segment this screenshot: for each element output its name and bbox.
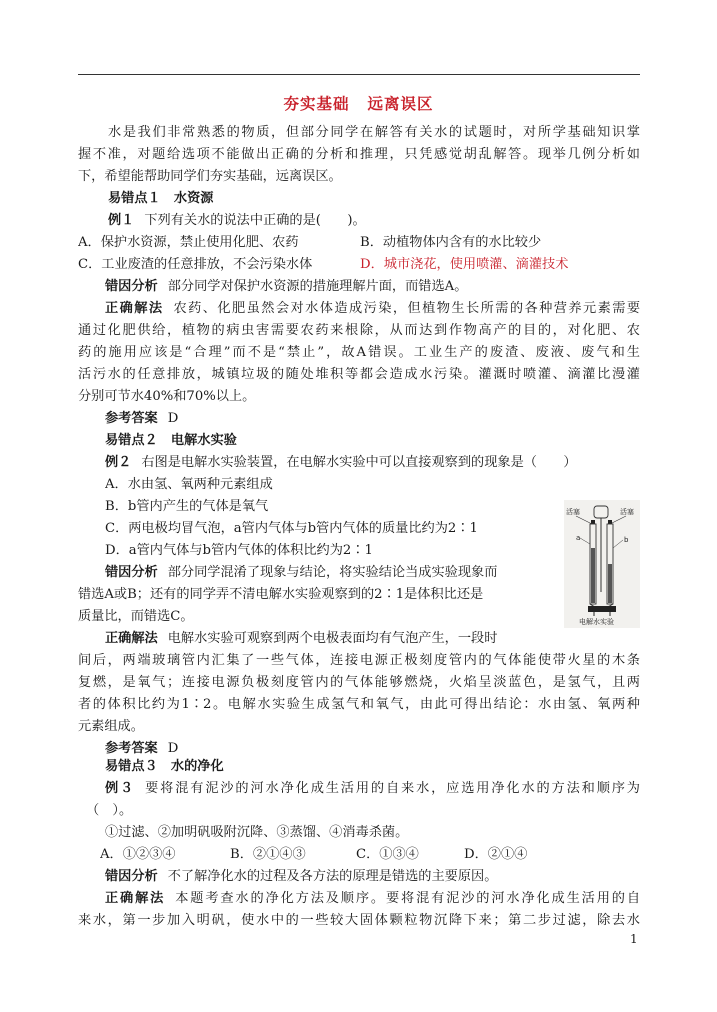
option-a: A．水由氢、氧两种元素组成 — [105, 477, 273, 492]
error-line: 质量比，而错选C。 — [78, 609, 194, 624]
question-paren: （ ）。 — [86, 803, 133, 818]
option-d: D．②①④ — [464, 847, 528, 862]
question-text: 右图是电解水实验装置，在电解水实验中可以直接观察到的现象是（ ） — [141, 455, 577, 470]
option-d: D．a管内气体与b管内气体的体积比约为2∶1 — [105, 543, 373, 558]
solution-line: 间后，两端玻璃管内汇集了一些气体，连接电源正极刻度管内的气体能使带火星的木条 — [78, 653, 640, 668]
tube-label-b: b — [624, 536, 629, 544]
solution-text: 农药、化肥虽然会对水体造成污染，但植物生长所需的各种营养元素需要 — [173, 301, 640, 316]
solution-text: 本题考查水的净化方法及顺序。要将混有泥沙的河水净化成生活用的自 — [175, 891, 640, 906]
error-text: 部分同学对保护水资源的措施理解片面，而错选A。 — [167, 279, 468, 294]
page-number: 1 — [630, 932, 638, 946]
electrolysis-apparatus-icon — [564, 500, 640, 628]
title-part-1: 夯实基础 — [283, 95, 350, 113]
solution-line: 元素组成。 — [78, 719, 144, 734]
error-line: 错选A或B；还有的同学弄不清电解水实验观察到的2∶1是体积比还是 — [78, 587, 484, 602]
figure-caption: 电解水实验 — [579, 618, 614, 626]
stopcock-label-right: 活塞 — [620, 508, 634, 516]
page-title — [0, 92, 717, 114]
error-analysis — [105, 276, 667, 297]
tube-label-a: a — [576, 534, 581, 542]
solution-line: 药的施用应该是“合理”而不是“禁止”，故A错误。工业生产的废渣、废液、废气和生 — [78, 345, 640, 360]
solution-line: 活污水的任意排放，城镇垃圾的随处堆积等都会造成水污染。灌溉时喷灌、滴灌比漫灌 — [78, 367, 640, 382]
question-label: 例２ — [105, 455, 132, 470]
error-text: 部分同学混淆了现象与结论，将实验结论当成实验现象而 — [167, 565, 498, 580]
section-heading: 易错点２ 电解水实验 — [105, 433, 237, 448]
solution-label: 正确解法 — [105, 301, 164, 316]
question — [105, 452, 667, 473]
solution — [105, 298, 640, 319]
error-text: 不了解净化水的过程及各方法的原理是错选的主要原因。 — [167, 869, 498, 884]
solution-label: 正确解法 — [105, 631, 158, 646]
answer-value: D — [167, 411, 179, 426]
question-label: 例３ — [105, 781, 136, 796]
option-c: C．工业废渣的任意排放，不会污染水体 — [78, 257, 313, 272]
stopcock-label-left: 活塞 — [566, 508, 580, 516]
solution — [105, 888, 640, 909]
intro-line: 握不准，对题给选项不能做出正确的分析和推理，只凭感觉胡乱解答。现举几例分析如 — [78, 147, 640, 162]
option-a: A．①②③④ — [100, 847, 176, 862]
steps: ①过滤、②加明矾吸附沉降、③蒸馏、④消毒杀菌。 — [105, 825, 409, 840]
option-c: C．①③④ — [356, 847, 419, 862]
header-rule — [78, 74, 640, 75]
error-label: 错因分析 — [105, 869, 158, 884]
option-b: B．动植物体内含有的水比较少 — [360, 235, 542, 250]
options-row — [78, 254, 640, 275]
option-a: A．保护水资源，禁止使用化肥、农药 — [78, 235, 299, 250]
answer-label: 参考答案 — [105, 411, 158, 426]
solution-line: 复燃，是氧气；连接电源负极刻度管内的气体能够燃烧，火焰呈淡蓝色，是氢气，且两 — [78, 675, 640, 690]
intro-line: 下，希望能帮助同学们夯实基础，远离误区。 — [78, 169, 342, 184]
solution-text: 电解水实验可观察到两个电极表面均有气泡产生，一段时 — [167, 631, 498, 646]
question-text: 要将混有泥沙的河水净化成生活用的自来水，应选用净化水的方法和顺序为 — [145, 781, 640, 796]
solution-line: 通过化肥供给，植物的病虫害需要农药来根除，从而达到作物高产的目的，对化肥、农 — [78, 323, 640, 338]
error-analysis — [105, 866, 667, 887]
solution-line: 分别可节水40%和70%以上。 — [78, 389, 256, 404]
answer-value: D — [167, 741, 179, 756]
question-text: 下列有关水的说法中正确的是( )。 — [144, 213, 366, 228]
reference-answer — [105, 408, 667, 429]
solution-line: 者的体积比约为1∶2。电解水实验生成氢气和氧气，由此可得出结论：水由氢、氧两种 — [78, 697, 640, 712]
options-row — [100, 844, 662, 865]
error-label: 错因分析 — [105, 279, 158, 294]
section-heading: 易错点３ 水的净化 — [105, 759, 224, 774]
options-row — [78, 232, 640, 253]
error-label: 错因分析 — [105, 565, 158, 580]
question-label: 例１ — [108, 213, 135, 228]
option-c: C．两电极均冒气泡，a管内气体与b管内气体的质量比约为2∶1 — [105, 521, 478, 536]
section-heading: 易错点１ 水资源 — [108, 191, 214, 206]
solution-label: 正确解法 — [105, 891, 166, 906]
question — [105, 778, 640, 799]
solution — [105, 628, 667, 649]
intro-line: 水是我们非常熟悉的物质，但部分同学在解答有关水的试题时，对所学基础知识掌 — [108, 125, 640, 140]
option-b: B．b管内产生的气体是氧气 — [105, 499, 269, 514]
electrolysis-figure — [564, 500, 640, 628]
question — [108, 210, 640, 231]
option-d: D．城市浇花，使用喷灌、滴灌技术 — [360, 257, 569, 272]
solution-line: 来水，第一步加入明矾，使水中的一些较大固体颗粒物沉降下来；第二步过滤，除去水 — [78, 913, 640, 928]
title-part-2: 远离误区 — [367, 95, 434, 113]
answer-label: 参考答案 — [105, 741, 158, 756]
option-b: B．②①④③ — [230, 847, 306, 862]
